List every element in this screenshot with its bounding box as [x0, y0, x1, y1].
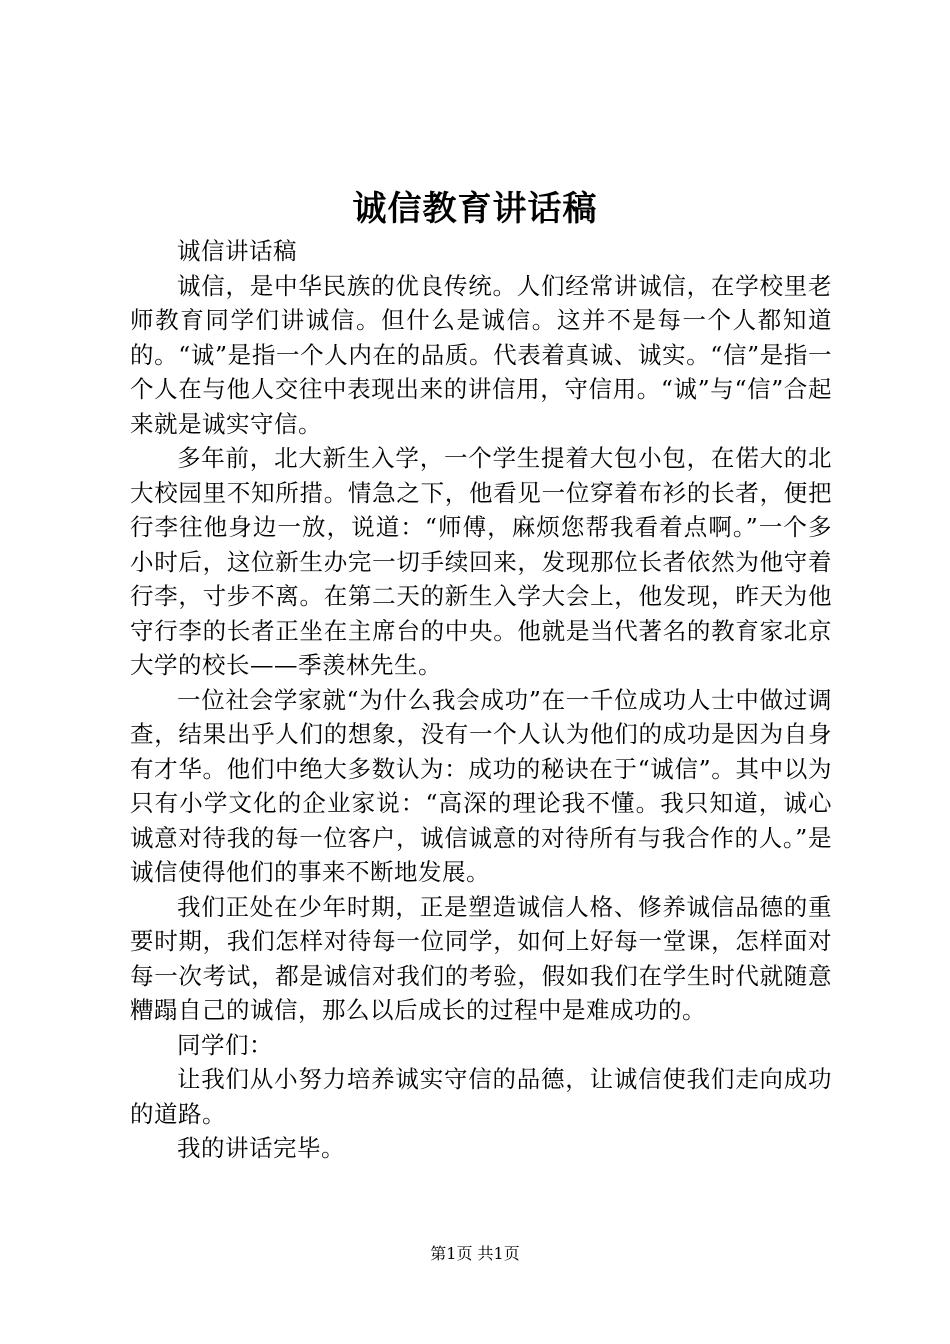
document-body: [130, 234, 832, 1166]
paragraph-6: 让我们从小努力培养诚实守信的品德，让诚信使我们走向成功的道路。: [130, 1065, 832, 1128]
paragraph-5: 同学们：: [177, 1030, 273, 1059]
paragraph-2: 多年前，北大新生入学，一个学生提着大包小包，在偌大的北大校园里不知所措。情急之下，他看见一位穿着布衫的长者，便把行李往他身边一放，说道：“师傅，麻烦您帮我看着点啊。”一个多小时后，这位新生办完一切手续回来，发现那位长者依然为他守着行李，寸步不离。在第二天的新生入学大会上，他发现，昨天为他守行李的长者正坐在主席台的中央。他就是当代著名的教育家北京大学的校长——季羡林先生。: [130, 444, 832, 679]
paragraph-1: 诚信，是中华民族的优良传统。人们经常讲诚信，在学校里老师教育同学们讲诚信。但什么是诚信。这并不是每一个人都知道的。“诚”是指一个人内在的品质。代表着真诚、诚实。“信”是指一个人在与他人交往中表现出来的讲信用，守信用。“诚”与“信”合起来就是诚实守信。: [130, 271, 832, 438]
paragraph-3: 一位社会学家就“为什么我会成功”在一千位成功人士中做过调查，结果出乎人们的想象，没有一个人认为他们的成功是因为自身有才华。他们中绝大多数认为：成功的秘诀在于“诚信”。其中以为只有小学文化的企业家说：“高深的理论我不懂。我只知道，诚心诚意对待我的每一位客户，诚信诚意的对待所有与我合作的人。”是诚信使得他们的事来不断地发展。: [130, 685, 832, 886]
document-title: 诚信教育讲话稿: [352, 189, 598, 229]
page-footer: 第1页 共1页: [430, 1244, 520, 1263]
paragraph-4: 我们正处在少年时期，正是塑造诚信人格、修养诚信品德的重要时期，我们怎样对待每一位同学，如何上好每一堂课，怎样面对每一次考试，都是诚信对我们的考验，假如我们在学生时代就随意糟蹋自己的诚信，那么以后成长的过程中是难成功的。: [130, 892, 832, 1024]
paragraph-heading: 诚信讲话稿: [177, 237, 297, 265]
paragraph-7: 我的讲话完毕。: [177, 1134, 345, 1162]
